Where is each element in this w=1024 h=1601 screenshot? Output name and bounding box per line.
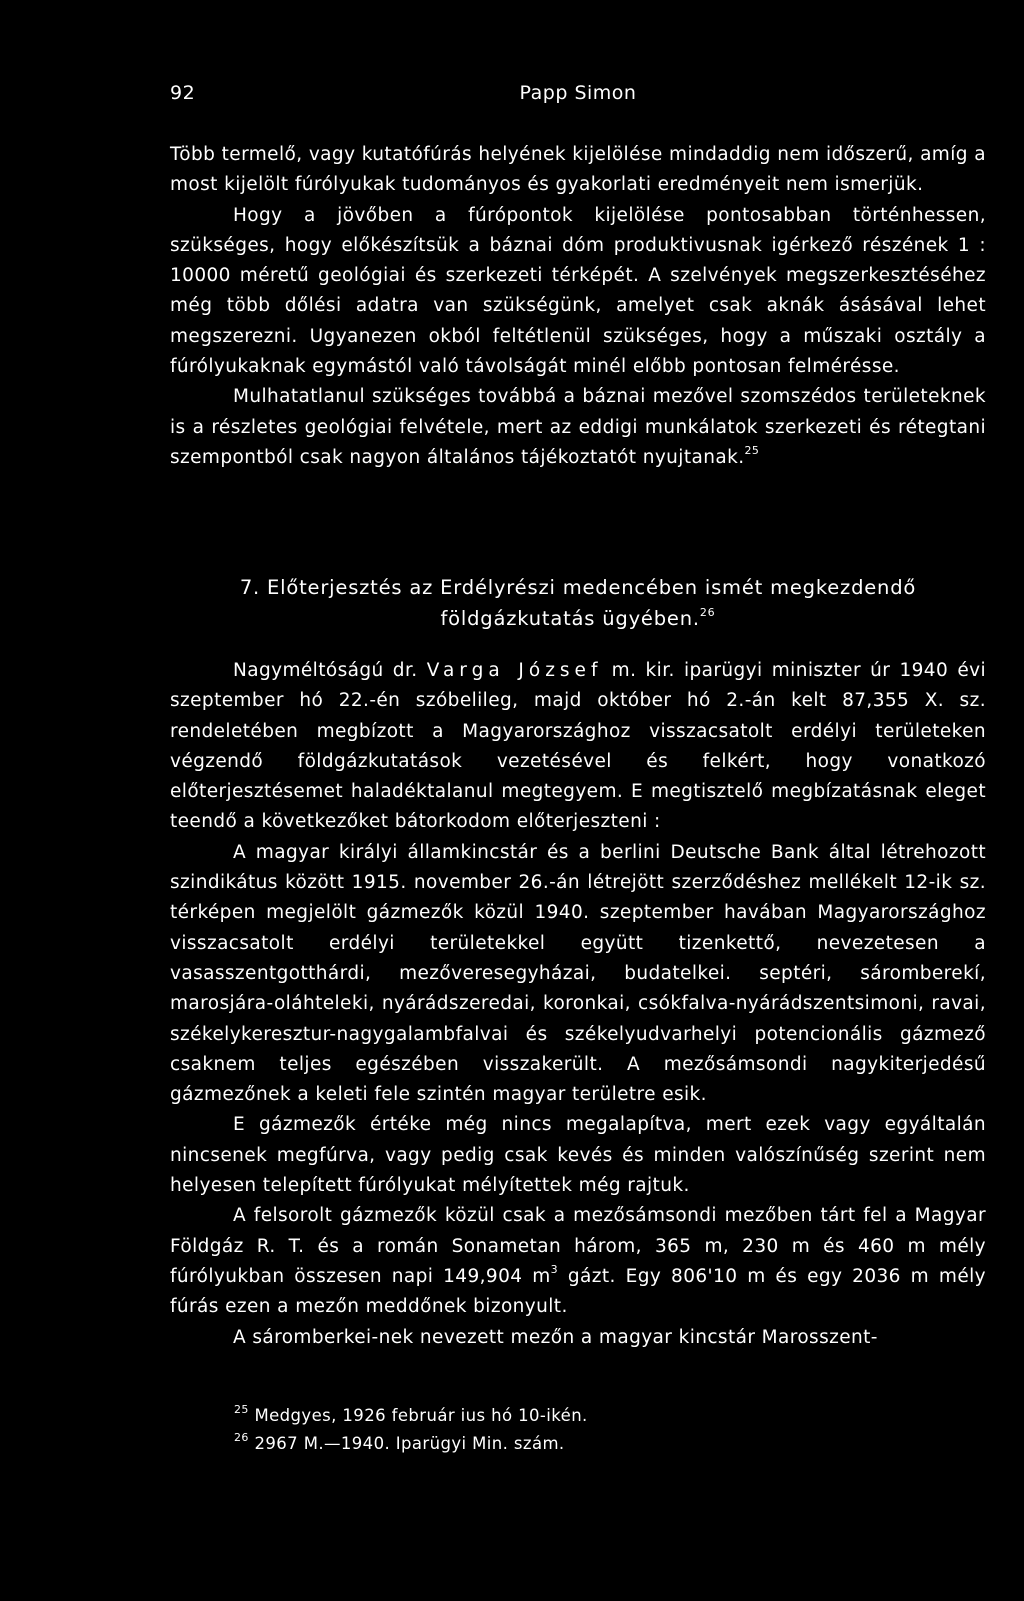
paragraph — [170, 1201, 986, 1322]
running-head: Papp Simon — [519, 82, 637, 104]
paragraph-text: Nagyméltóságú dr. — [233, 660, 418, 681]
paragraph: A sáromberkei-nek nevezett mezőn a magyar kincstár Marosszent- — [233, 1326, 878, 1348]
page-header — [170, 82, 986, 118]
paragraph — [170, 382, 986, 473]
paragraph-text: gázt. Egy 806'10 m és egy 2036 m mély fúrás ezen a mezőn meddőnek bizonyult. — [170, 1265, 987, 1318]
page-number: 92 — [170, 82, 196, 104]
paragraph-text: m. kir. iparügyi miniszter úr 1940 évi szeptember hó 22.-én szóbelileg, majd október hó 2.-án kelt 87,355 X. sz. rendeletében megbízott a Magyarországhoz visszacsatolt erdélyi területeken végzendő földgázkutatások vezetésével és felkért, hogy vonatkozó előterjesztésemet haladéktalanul megtegyem. E megtisztelő megbízatásnak eleget teendő a következőket bátorkodom előterjeszteni : — [170, 660, 986, 833]
paragraph — [170, 656, 986, 838]
superscript: 3 — [550, 1262, 559, 1276]
footnote-mark: 25 — [234, 1402, 249, 1416]
paragraph-text: Mulhatatlanul szükséges továbbá a báznai mezővel szomszédos területeknek is a részletes geológiai felvétele, mert az eddigi munkálatok szerkezeti és rétegtani szempontból csak nagyon általános tájékoztatót nyujtanak. — [170, 386, 986, 468]
footnotes — [234, 1402, 934, 1458]
footnote-text: 2967 M.—1940. Iparügyi Min. szám. — [254, 1434, 565, 1453]
footnote — [234, 1430, 934, 1458]
person-name: Varga József — [426, 660, 603, 681]
footnote-ref: 25 — [744, 443, 760, 457]
section-heading-line-2-text: földgázkutatás ügyében. — [440, 607, 700, 630]
paragraph-text: A felsorolt gázmezők közül csak a mezősámsondi mezőben tárt fel a Magyar Földgáz R. T. és a román Sonametan három, 365 m, 230 m és 460 m mély fúrólyukban összesen napi 149,904 m — [170, 1205, 986, 1287]
footnote — [234, 1402, 934, 1430]
section-1-body — [170, 140, 986, 473]
section-heading-line-1: 7. Előterjesztés az Erdélyrészi medencében ismét megkezdendő — [239, 576, 917, 599]
section-heading — [170, 572, 986, 634]
footnote-ref: 26 — [699, 605, 716, 619]
paragraph: E gázmezők értéke még nincs megalapítva, mert ezek vagy egyáltalán nincsenek megfúrva, vagy pedig csak kevés és minden valószínűség szerint nem helyesen telepített fúrólyukat mélyítettek még rajtuk. — [170, 1114, 986, 1197]
paragraph: A magyar királyi államkincstár és a berlini Deutsche Bank által létrehozott szindikátus között 1915. november 26.-án létrejött szerződéshez mellékelt 12-ik sz. térképen megjelölt gázmezők közül 1940. szeptember havában Magyarországhoz visszacsatolt erdélyi területekkel együtt tizenkettő, nevezetesen a vasasszentgotthárdi, mezőveresegyházai, budatelkei. septéri, sáromberekí, marosjára-oláhteleki, nyárádszeredai, koronkai, csókfalva-nyárádszentsimoni, ravai, székelykeresztur-nagygalambfalvai és székelyudvarhelyi potencionális gázmező csaknem teljes egészében visszakerült. A mezősámsondi nagykiterjedésű gázmezőnek a keleti fele szintén magyar területre esik. — [170, 841, 986, 1106]
section-heading-line-2 — [170, 603, 986, 634]
paragraph: Több termelő, vagy kutatófúrás helyének kijelölése mindaddig nem időszerű, amíg a most kijelölt fúrólyukak tudományos és gyakorlati eredményeit nem ismerjük. — [170, 144, 986, 196]
section-2-body — [170, 656, 986, 1353]
paragraph: Hogy a jövőben a fúrópontok kijelölése pontosabban történhessen, szükséges, hogy előkészítsük a báznai dóm produktivusnak igérkező részének 1 : 10000 méretű geológiai és szerkezeti térképét. A szelvények megszerkesztéséhez még több dőlési adatra van szükségünk, amelyet csak aknák ásásával lehet megszerezni. Ugyanezen okból feltétlenül szükséges, hogy a műszaki osztály a fúrólyukaknak egymástól való távolságát minél előbb pontosan felmérésse. — [170, 204, 986, 378]
footnote-mark: 26 — [234, 1430, 249, 1444]
footnote-text: Medgyes, 1926 február ius hó 10-ikén. — [254, 1406, 588, 1425]
